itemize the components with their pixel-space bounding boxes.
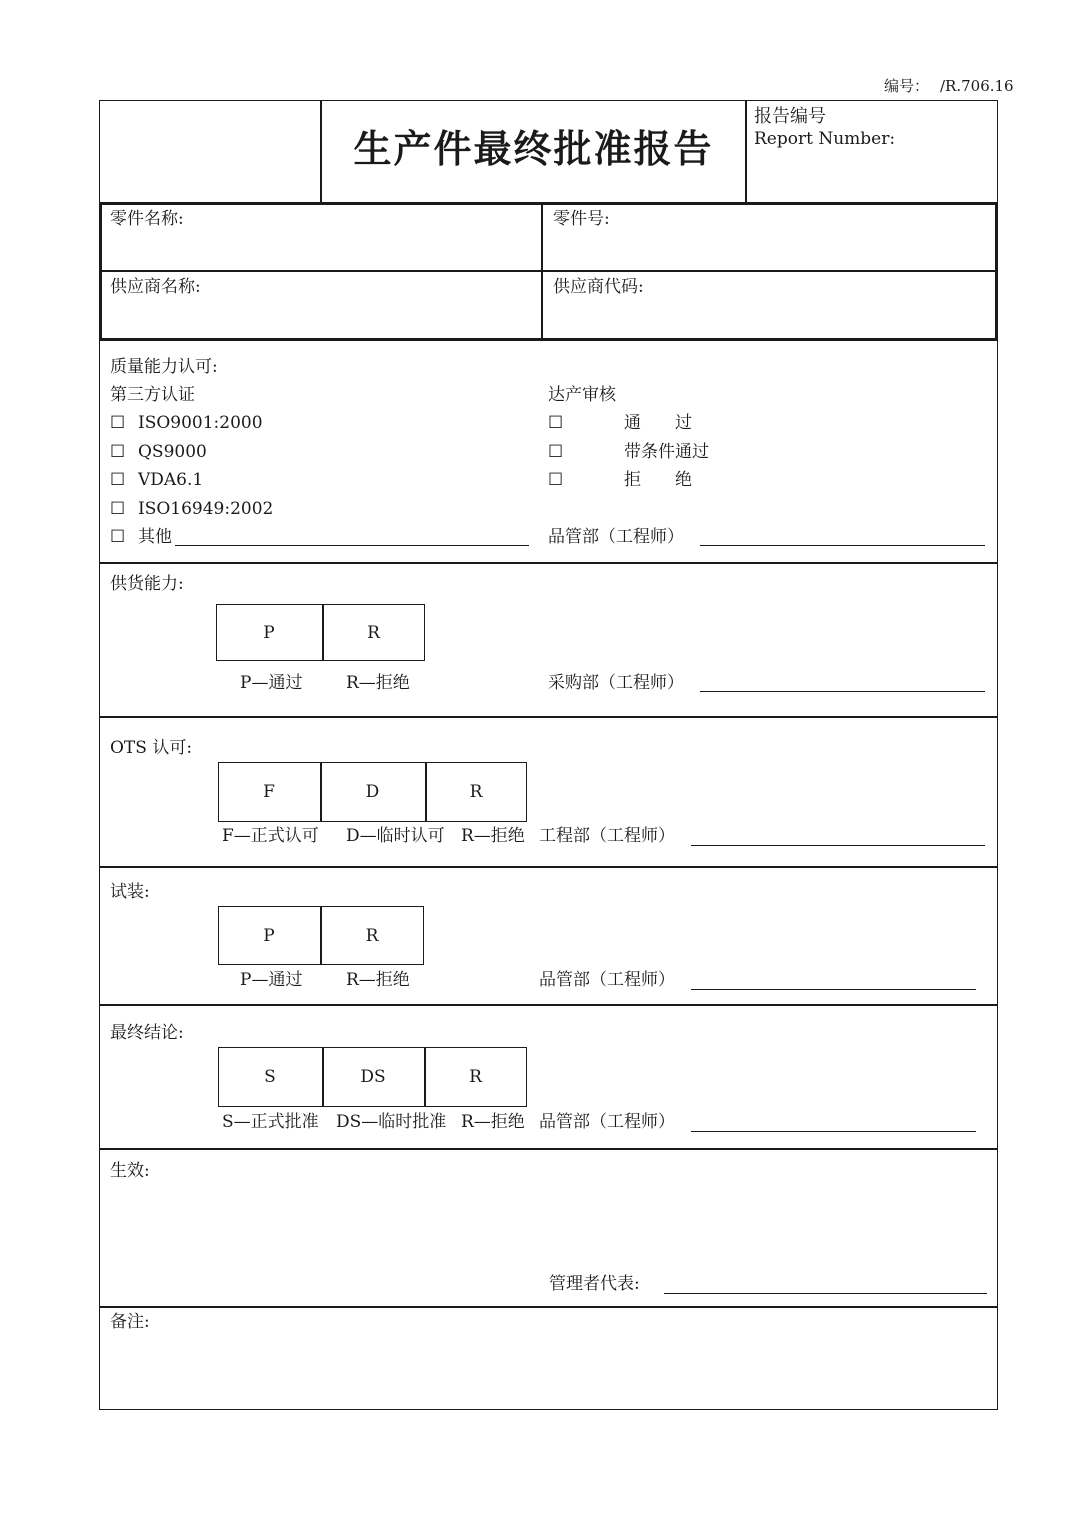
- report-number-label-cn: 报告编号: [754, 106, 826, 127]
- audit-title: 达产审核: [548, 385, 616, 405]
- ots-signature-line[interactable]: [691, 845, 985, 846]
- report-number-label-en: Report Number:: [754, 129, 896, 149]
- conclusion-cell-s[interactable]: S: [264, 1067, 276, 1087]
- option-other: 其他: [138, 527, 172, 547]
- trial-signer-label: 品管部（工程师）: [539, 970, 675, 990]
- trial-legend-p: P—通过: [240, 970, 303, 990]
- trial-title: 试装:: [110, 882, 150, 902]
- supplier-code-label: 供应商代码:: [553, 277, 644, 297]
- ots-cell-r[interactable]: R: [469, 782, 483, 802]
- ots-legend-r: R—拒绝: [461, 826, 525, 846]
- ots-cell-f[interactable]: F: [263, 782, 275, 802]
- conclusion-legend-ds: DS—临时批准: [336, 1112, 447, 1132]
- conclusion-legend-r: R—拒绝: [461, 1112, 525, 1132]
- part-name-label: 零件名称:: [110, 209, 184, 229]
- conclusion-signature-line[interactable]: [691, 1131, 976, 1132]
- conclusion-signer-label: 品管部（工程师）: [539, 1112, 675, 1132]
- option-qs9000: QS9000: [138, 442, 207, 462]
- audit-option-pass: 通 过: [624, 413, 692, 433]
- quality-signature-line[interactable]: [700, 545, 985, 546]
- effective-signature-line[interactable]: [664, 1293, 987, 1294]
- info-row-divider: [99, 270, 998, 272]
- checkbox-audit-conditional[interactable]: ☐: [548, 442, 564, 462]
- supply-title: 供货能力:: [110, 574, 184, 594]
- trial-cell-r[interactable]: R: [365, 925, 379, 946]
- section-divider: [99, 1148, 998, 1150]
- option-vda61: VDA6.1: [138, 470, 204, 490]
- doc-number-label: 编号：: [884, 77, 930, 95]
- part-name-field[interactable]: [110, 233, 530, 265]
- section-divider: [99, 562, 998, 564]
- quality-title: 质量能力认可:: [110, 357, 218, 377]
- supplier-name-field[interactable]: [110, 301, 530, 333]
- supply-cell-p[interactable]: P: [263, 622, 275, 643]
- effective-signer-label: 管理者代表:: [549, 1274, 640, 1294]
- trial-legend-r: R—拒绝: [346, 970, 410, 990]
- doc-number-value: /R.706.16: [940, 77, 1014, 95]
- supply-signature-line[interactable]: [700, 691, 985, 692]
- info-col-divider: [541, 202, 543, 341]
- supply-legend-p: P—通过: [240, 673, 303, 693]
- remarks-field[interactable]: [110, 1340, 985, 1400]
- other-input-line[interactable]: [175, 545, 529, 546]
- trial-signature-line[interactable]: [691, 989, 976, 990]
- section-divider: [99, 1004, 998, 1006]
- conclusion-cell-ds[interactable]: DS: [360, 1067, 386, 1087]
- trial-cell-p[interactable]: P: [263, 925, 275, 946]
- third-party-title: 第三方认证: [110, 385, 195, 405]
- supply-legend-r: R—拒绝: [346, 673, 410, 693]
- checkbox-audit-pass[interactable]: ☐: [548, 413, 564, 433]
- part-number-label: 零件号:: [553, 209, 610, 229]
- checkbox-qs9000[interactable]: ☐: [110, 442, 126, 462]
- audit-option-reject: 拒 绝: [624, 470, 692, 490]
- supplier-code-field[interactable]: [553, 301, 983, 333]
- checkbox-vda61[interactable]: ☐: [110, 470, 126, 490]
- effective-title: 生效:: [110, 1161, 150, 1181]
- ots-signer-label: 工程部（工程师）: [539, 826, 675, 846]
- section-divider: [99, 866, 998, 868]
- part-number-field[interactable]: [553, 233, 983, 265]
- audit-option-conditional: 带条件通过: [624, 442, 709, 462]
- section-divider: [99, 1306, 998, 1308]
- supply-signer-label: 采购部（工程师）: [548, 673, 684, 693]
- checkbox-audit-reject[interactable]: ☐: [548, 470, 564, 490]
- option-iso16949: ISO16949:2002: [138, 499, 274, 519]
- conclusion-cell-r[interactable]: R: [469, 1067, 482, 1087]
- header-divider-right: [745, 100, 747, 202]
- quality-signer-label: 品管部（工程师）: [548, 527, 684, 547]
- remarks-title: 备注:: [110, 1312, 150, 1332]
- page-title: 生产件最终批准报告: [353, 127, 714, 171]
- ots-legend-f: F—正式认可: [222, 826, 319, 846]
- ots-legend-d: D—临时认可: [346, 826, 445, 846]
- section-divider: [99, 716, 998, 718]
- conclusion-legend-s: S—正式批准: [222, 1112, 319, 1132]
- checkbox-iso16949[interactable]: ☐: [110, 499, 126, 519]
- ots-cell-d[interactable]: D: [365, 782, 380, 802]
- checkbox-iso9001[interactable]: ☐: [110, 413, 126, 433]
- ots-title: OTS 认可:: [110, 738, 193, 758]
- checkbox-other[interactable]: ☐: [110, 527, 126, 547]
- supplier-name-label: 供应商名称:: [110, 277, 201, 297]
- logo-cell: [99, 100, 320, 202]
- supply-cell-r[interactable]: R: [367, 622, 380, 643]
- option-iso9001: ISO9001:2000: [138, 413, 263, 433]
- conclusion-title: 最终结论:: [110, 1023, 184, 1043]
